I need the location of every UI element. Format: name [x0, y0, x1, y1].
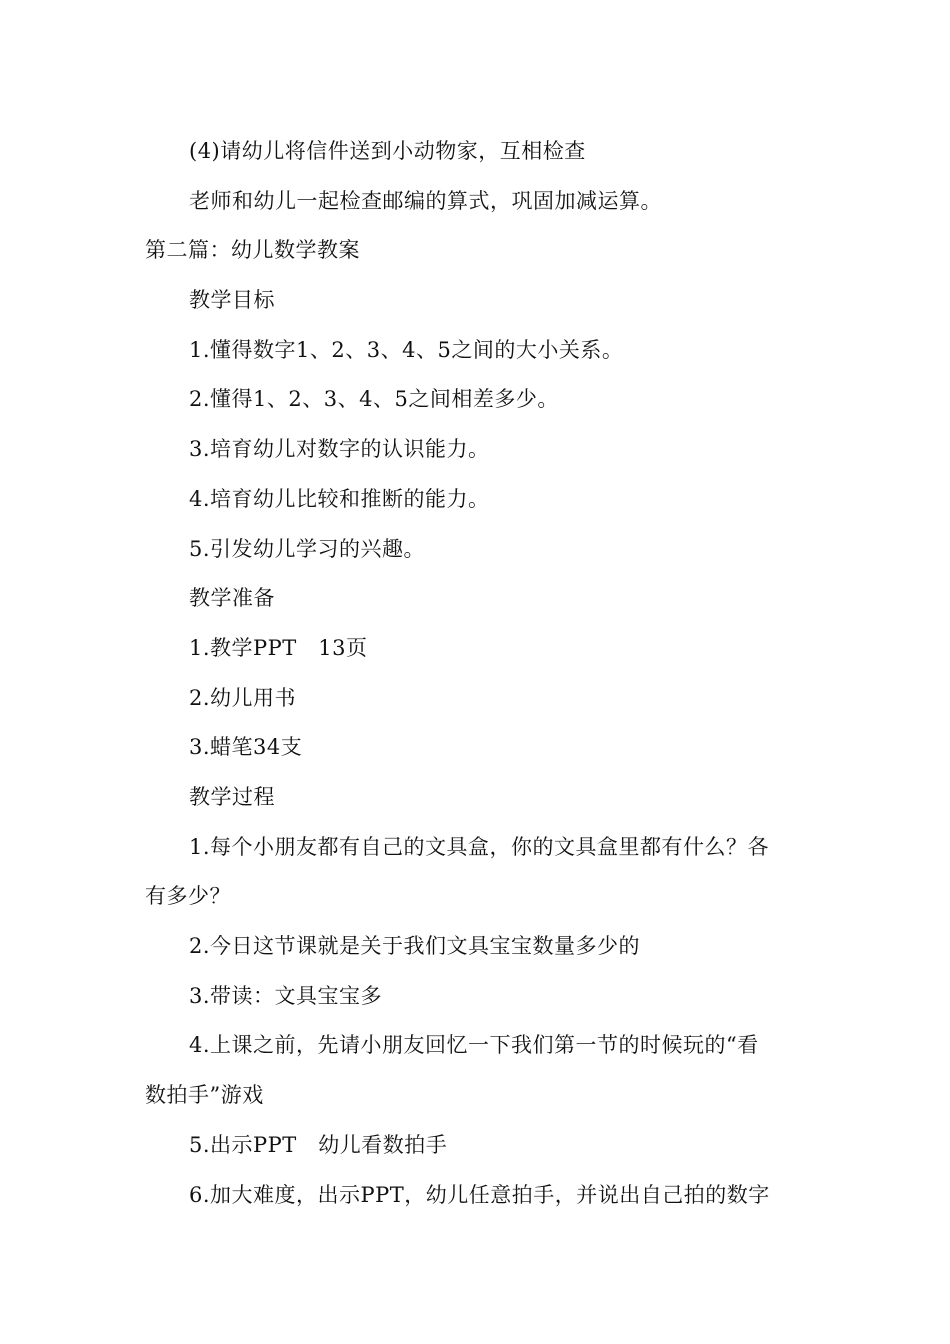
list-item: 1.教学PPT 13页: [189, 636, 368, 660]
subheading-teaching-goals: 教学目标: [189, 288, 275, 312]
paragraph-line: (4)请幼儿将信件送到小动物家，互相检查: [189, 139, 586, 163]
section-heading: 第二篇：幼儿数学教案: [145, 238, 360, 262]
list-item: 1.懂得数字1、2、3、4、5之间的大小关系。: [189, 338, 624, 362]
list-item-continuation: 有多少？: [145, 884, 231, 908]
list-item: 2.今日这节课就是关于我们文具宝宝数量多少的: [189, 934, 641, 958]
list-item: 4.培育幼儿比较和推断的能力。: [189, 487, 490, 511]
list-item: 2.幼儿用书: [189, 686, 297, 710]
paragraph-line: 老师和幼儿一起检查邮编的算式，巩固加减运算。: [189, 189, 662, 213]
list-item: 1.每个小朋友都有自己的文具盒，你的文具盒里都有什么？各: [189, 835, 770, 859]
list-item: 5.引发幼儿学习的兴趣。: [189, 537, 426, 561]
subheading-teaching-prep: 教学准备: [189, 586, 275, 610]
list-item: 3.带读：文具宝宝多: [189, 984, 383, 1008]
list-item: 4.上课之前，先请小朋友回忆一下我们第一节的时候玩的“看: [189, 1033, 759, 1057]
list-item: 3.蜡笔34支: [189, 735, 303, 759]
list-item: 6.加大难度，出示PPT，幼儿任意拍手，并说出自己拍的数字: [189, 1183, 770, 1207]
list-item-continuation: 数拍手”游戏: [145, 1083, 264, 1107]
list-item: 5.出示PPT 幼儿看数拍手: [189, 1133, 448, 1157]
list-item: 2.懂得1、2、3、4、5之间相差多少。: [189, 387, 559, 411]
list-item: 3.培育幼儿对数字的认识能力。: [189, 437, 490, 461]
subheading-teaching-process: 教学过程: [189, 785, 275, 809]
